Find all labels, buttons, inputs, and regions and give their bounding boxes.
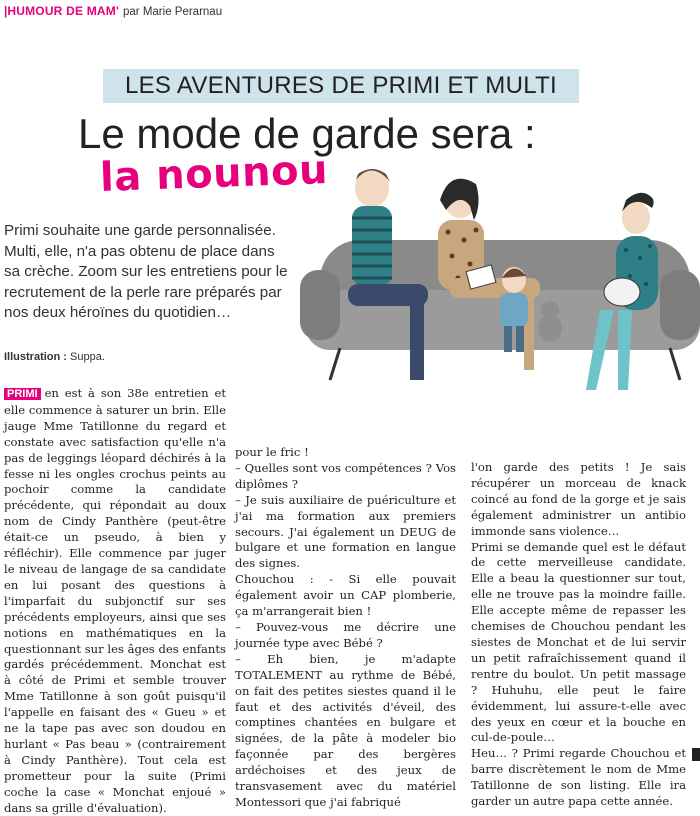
series-kicker: LES AVENTURES DE PRIMI ET MULTI [103, 69, 579, 103]
handbag [604, 278, 640, 306]
intro-paragraph: Primi souhaite une garde personnalisée. Multi, elle, n'a pas obtenu de place dans sa crèche. Zoom sur les entretiens pour le recrutement de la perle rare préparés par nos deux héroïnes du quotidien… [4, 222, 288, 322]
credit-label: Illustration : [4, 351, 67, 363]
column-3 [471, 460, 686, 810]
column-2-paragraph: Chouchou : - Si elle pouvait également avoir un CAP plomberie, ça m'arrangerait bien ! [235, 572, 456, 619]
rubric [4, 4, 222, 18]
column-3-paragraph: l'on garde des petits ! Je sais récupérer un morceau de knack coincé au fond de la gorge et je sais également administrer un antibio immonde sans violence… [471, 460, 686, 538]
column-1 [4, 386, 226, 816]
column-2 [235, 445, 456, 811]
rubric-name: HUMOUR DE MAM' [7, 4, 120, 18]
child-body [500, 293, 528, 327]
column-2-paragraph: – Pouvez-vous me décrire une journée type avec Bébé ? [235, 619, 456, 650]
rubric-bar: | [4, 4, 8, 18]
credit-name: Suppa. [70, 351, 105, 363]
sofa-armrest-left [300, 270, 340, 340]
column-2-paragraph: – Je suis auxiliaire de puériculture et j'ai ma formation aux premiers secours. J'ai également un DEUG de bulgare et une formation en langue des signes. [235, 492, 456, 571]
article-title: Le mode de garde sera : [78, 110, 536, 157]
column-3-paragraph: Heu… ? Primi regarde Chouchou et barre discrètement le nom de Mme Tatillonne de son listing. Elle ira garder un autre papa cette année. [471, 746, 686, 809]
lead-word: PRIMI [4, 388, 41, 400]
author-byline: par Marie Perarnau [123, 6, 223, 18]
end-marker [692, 748, 700, 761]
sofa-armrest-right [660, 270, 700, 340]
column-2-paragraph: – Eh bien, je m'adapte TOTALEMENT au rythme de Bébé, on fait des petites siestes quand il le faut et des activités d'éveil, des comptines chantées en bulgare et signées, de la pâte à modeler bio façonnée par des bergères ardéchoises et des jeux de transvasement avec du matériel Montessori que j'ai fabriqué [235, 651, 456, 809]
illustration-sofa-scene [300, 160, 700, 400]
article-title-script: la nounou [99, 147, 329, 201]
column-2-paragraph: – Quelles sont vos compétences ? Vos diplômes ? [235, 460, 456, 491]
illustration-credit [4, 351, 105, 363]
column-1-text: en est à son 38e entretien et elle commence à saturer un brin. Elle jauge Mme Tatillonne du regard et constate avec satisfaction qu'elle n'a pas de leggings léopard déchirés à la fesse ni les ongles crochus peints au pochoir comme la candidate précédente, qui répondait au doux nom de Cindy Panthère (peut-être était-ce un pseudo, à bien y réfléchir). Elle commence par juger le niveau de langage de sa candidate en lui posant des questions à l'imparfait du subjonctif sur ses précédents employeurs, ainsi que ses notions en mathématiques en la questionnant sur les âges des enfants gardés précédemment. Monchat est à côté de Primi et semble trouver Mme Tatillonne à son goût puisqu'il l'appelle en faisant des « Gueu » et ne la tape pas avec son doudou en hurlant « Pas beau » (contrairement à Cindy Panthère). Tout cela est prometteur pour la suite (Primi coche la case « Monchat enjoué » dans sa grille d'évaluation). [4, 386, 226, 815]
column-3-paragraph: Primi se demande quel est le défaut de cette merveilleuse candidate. Elle a beau la questionner sur tout, elle ne trouve pas la moindre faille. Elle accepte même de repasser les chemises de Chouchou pendant les siestes de Monchat et de lui servir un petit rafraîchissement quand il rentre du boulot. Un petit massage ? Huhuhu, elle peut le faire évidemment, lui assure-t-elle avec des yeux en cœur et la bouche en cul-de-poule… [471, 539, 686, 745]
column-2-paragraph: pour le fric ! [235, 445, 309, 459]
